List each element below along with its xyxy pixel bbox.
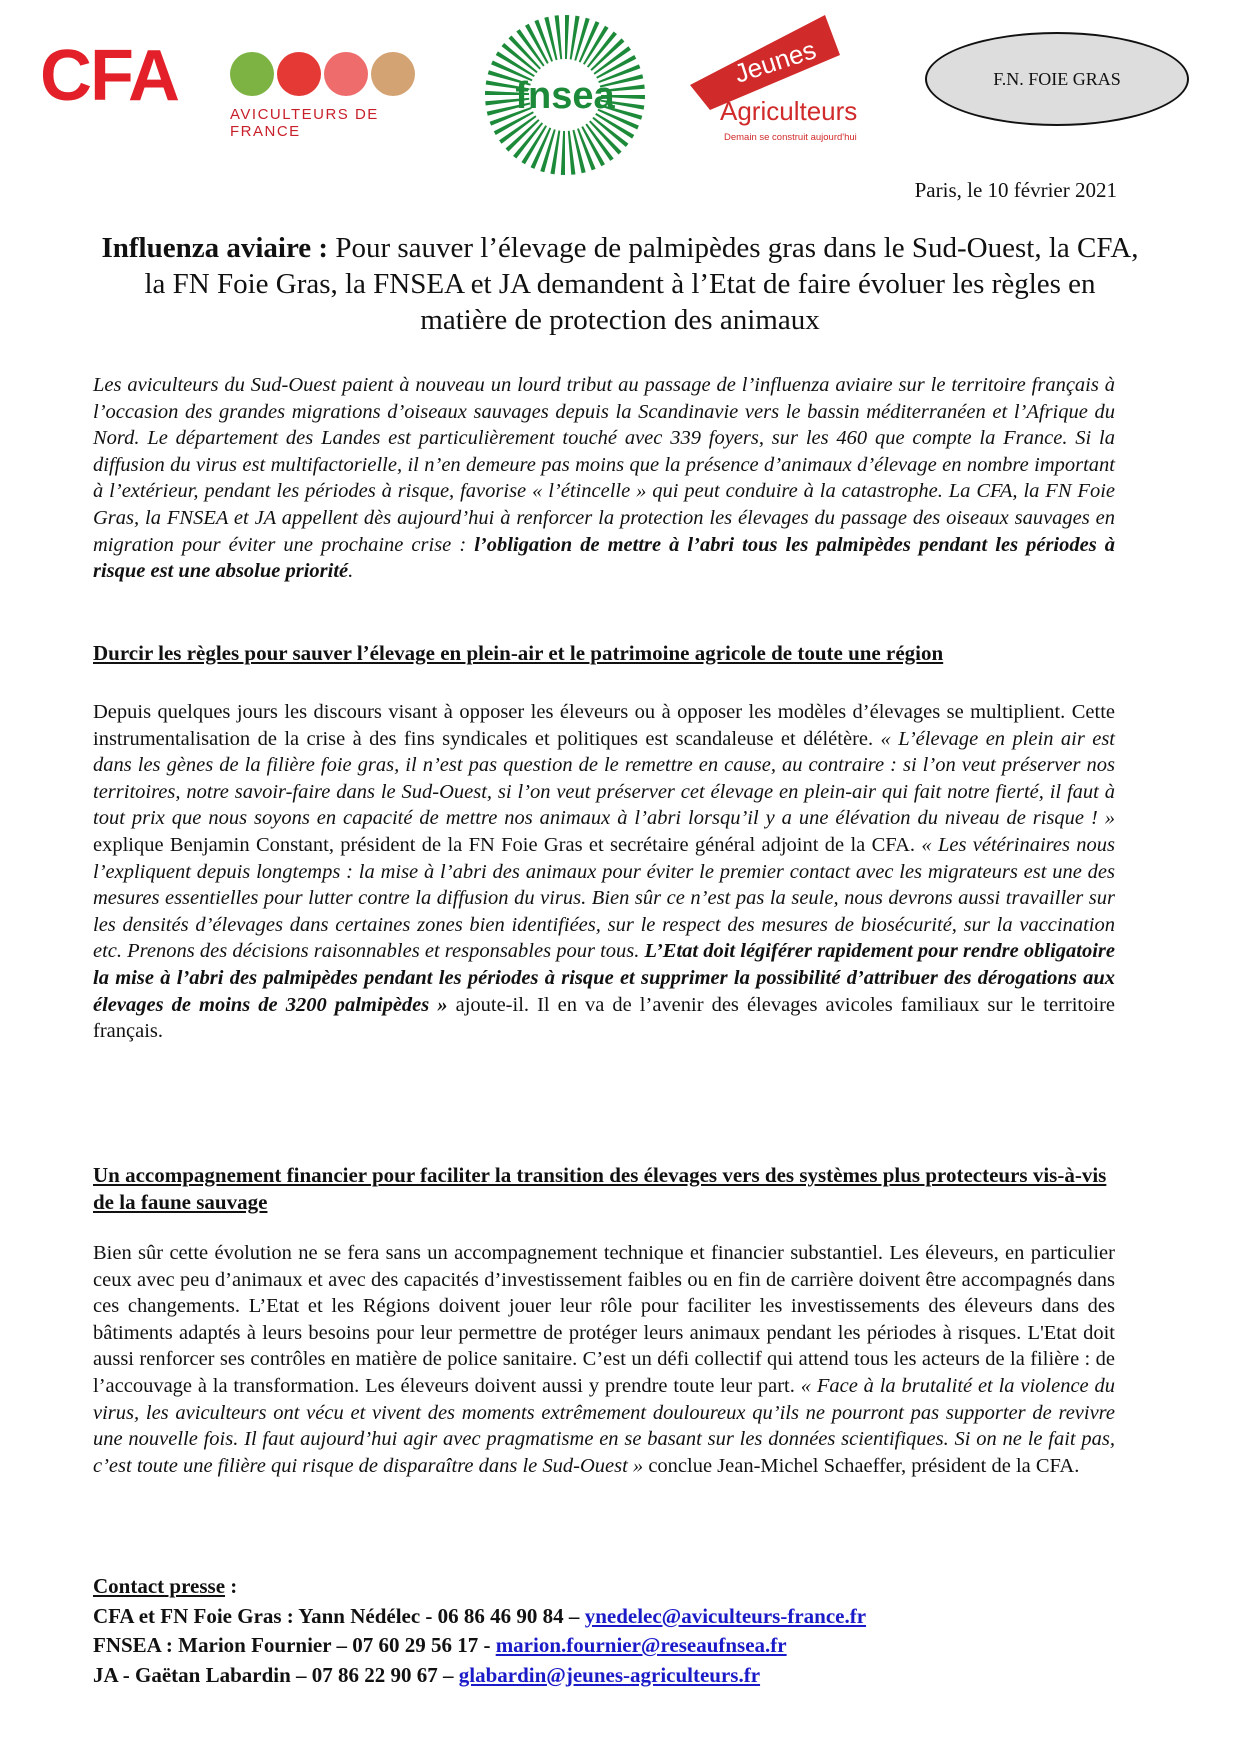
fn-foie-gras-badge: F.N. FOIE GRAS (925, 32, 1189, 126)
fnsea-ray (572, 130, 585, 173)
section1-quote2-bold: L’Etat doit légiférer rapidement pour rendre obligatoire la mise à l’abri des palmipèdes pendant les périodes à risque et supprimer la possibilité d’attribuer des dérogations aux élevages de moins de 3200 palmipèdes » (93, 940, 1116, 1016)
cfa-logo-letters: CFA (40, 36, 178, 116)
fnsea-ray (561, 131, 565, 175)
turkey-icon (324, 52, 368, 96)
email-link[interactable]: marion.fournier@reseaufnsea.fr (495, 1633, 787, 1657)
fnsea-sunburst-icon (480, 10, 650, 180)
section1-body (93, 699, 1115, 1045)
duck-icon (277, 52, 321, 96)
section1-title: Durcir les règles pour sauver l’élevage en plein-air et le patrimoine agricole de toute une région (93, 641, 944, 665)
section1-p2: explique Benjamin Constant, président de la FN Foie Gras et secrétaire général adjoint de la CFA. (93, 833, 916, 856)
contact-line (93, 1661, 866, 1691)
contact-line-text: CFA et FN Foie Gras : Yann Nédélec - 06 86 46 90 84 – (93, 1603, 585, 1628)
section2-p2: conclue Jean-Michel Schaeffer, président de la CFA. (648, 1454, 1080, 1477)
section1-p1: Depuis quelques jours les discours visant à opposer les éleveurs ou à opposer les modèles d’élevages se multiplient. Cette instrumentalisation de la crise à des fins syndicales et politiques est scandaleuse et délétère. (93, 701, 1115, 750)
ja-logo-line2: Agriculteurs (720, 96, 858, 126)
contact-block (93, 1572, 866, 1690)
contact-line (93, 1602, 866, 1632)
headline (100, 230, 1140, 338)
contact-label: Contact presse (93, 1574, 226, 1598)
section2-title: Un accompagnement financier pour faciliter la transition des élevages vers des systèmes plus protecteurs vis-à-vis de la faune sauvage (93, 1163, 1107, 1214)
ja-logo-graphic (690, 15, 890, 155)
ja-logo (690, 15, 890, 155)
section2-quote1: « Face à la brutalité et la violence du virus, les aviculteurs ont vécu et vivent des moments extrêmement douloureux qu’ils ne pourront pas supporter de revivre une nouvelle fois. Il faut aujourd’hui agir avec pragmatisme en se basant sur les données scientifiques. Si on ne le fait pas, c’est toute une filière qui risque de disparaître dans le Sud-Ouest » (93, 1374, 1115, 1477)
headline-rest: Pour sauver l’élevage de palmipèdes gras dans le Sud-Ouest, la CFA, la FN Foie Gras, la FNSEA et JA demandent à l’Etat de faire évoluer les règles en matière de protection des animaux (144, 232, 1139, 336)
fnsea-logo (480, 10, 650, 180)
intro-bold: l’obligation de mettre à l’abri tous les palmipèdes pendant les périodes à risque est une absolue priorité (93, 533, 1116, 583)
section1-p3: ajoute-il. Il en va de l’avenir des élevages avicoles familiaux sur le territoire français. (93, 993, 1115, 1043)
fnsea-logo-text: fnsea (515, 75, 615, 117)
fnsea-ray (565, 15, 569, 59)
section2-body (93, 1240, 1115, 1479)
email-link[interactable]: ynedelec@aviculteurs-france.fr (584, 1603, 867, 1628)
cfa-logo (40, 36, 430, 140)
ja-logo-tagline: Demain se construit aujourd'hui (724, 132, 857, 143)
contact-colon: : (225, 1574, 238, 1598)
chicken-icon (230, 52, 274, 96)
contact-line-text: JA - Gaëtan Labardin – 07 86 22 90 67 – (93, 1662, 459, 1687)
section2-p1: Bien sûr cette évolution ne se fera sans un accompagnement technique et financier substantiel. Les éleveurs, en particulier ceux avec peu d’animaux et avec des capacités d’investissement faibles ou en fin de carrière doivent être accompagnés dans ces changements. L’Etat et les Régions doivent jouer leur rôle pour faciliter les investissements des éleveurs dans des bâtiments adaptés à leurs besoins pour leur permettre de protéger leurs animaux pendant les périodes à risques. L'Etat doit aussi renforcer ses contrôles en matière de police sanitaire. C’est un défi collectif qui attend tous les acteurs de la filière : de l’accouvage à la transformation. Les éleveurs doivent aussi y prendre toute leur part. (93, 1242, 1115, 1397)
headline-bold: Influenza aviaire : (101, 232, 329, 264)
email-link[interactable]: glabardin@jeunes-agriculteurs.fr (458, 1662, 761, 1687)
cfa-logo-subtitle: AVICULTEURS DE FRANCE (230, 106, 379, 140)
fnsea-ray (544, 17, 557, 60)
date-line: Paris, le 10 février 2021 (914, 178, 1117, 202)
ja-logo-line1: Jeunes (730, 34, 820, 89)
section1-quote2: « Les vétérinaires nous l’expliquent depuis longtemps : la mise à l’abri des animaux pour éviter le premier contact avec les migrateurs est une des mesures essentielles pour lutter contre la diffusion du virus. Bien sûr ce n’est pas la seule, nous devrons aussi travailler sur les densités d’élevages dans certaines zones bien identifiées, sur le respect des mesures de biosécurité, sur la vaccination etc. Prenons des décisions raisonnables et responsables pour tous. (93, 833, 1115, 963)
intro-end: . (348, 560, 354, 583)
contact-line (93, 1631, 866, 1661)
contact-line-text: FNSEA : Marion Fournier – 07 60 29 56 17 - (93, 1633, 496, 1657)
intro-text: Les aviculteurs du Sud-Ouest paient à nouveau un lourd tribut au passage de l’influenza aviaire sur le territoire français à l’occasion des grandes migrations d’oiseaux sauvages depuis la Scandinavie vers le bassin méditerranéen et l’Afrique du Nord. Le département des Landes est particulièrement touché avec 339 foyers, sur les 460 que compte la France. Si la diffusion du virus est multifactorielle, il n’en demeure pas moins que la présence d’animaux d’élevage en nombre important à l’extérieur, pendant les périodes à risque, favorise « l’étincelle » qui peut conduire à la catastrophe. La CFA, la FN Foie Gras, la FNSEA et JA appellent dès aujourd’hui à renforcer la protection les élevages du passage des oiseaux sauvages en migration pour éviter une prochaine crise : (93, 374, 1115, 556)
rabbit-icon (371, 52, 415, 96)
intro-paragraph (93, 372, 1115, 585)
section1-quote1: « L’élevage en plein air est dans les gènes de la filière foie gras, il n’est pas question de le remettre en cause, au contraire : si l’on veut préserver nos territoires, notre savoir-faire dans le Sud-Ouest, si l’on veut préserver cet élevage en plein-air qui fait notre fierté, il faut à tout prix que nous soyons en capacité de mettre nos animaux à l’abri lorsqu’il y a une élévation du niveau de risque ! » (93, 727, 1115, 830)
